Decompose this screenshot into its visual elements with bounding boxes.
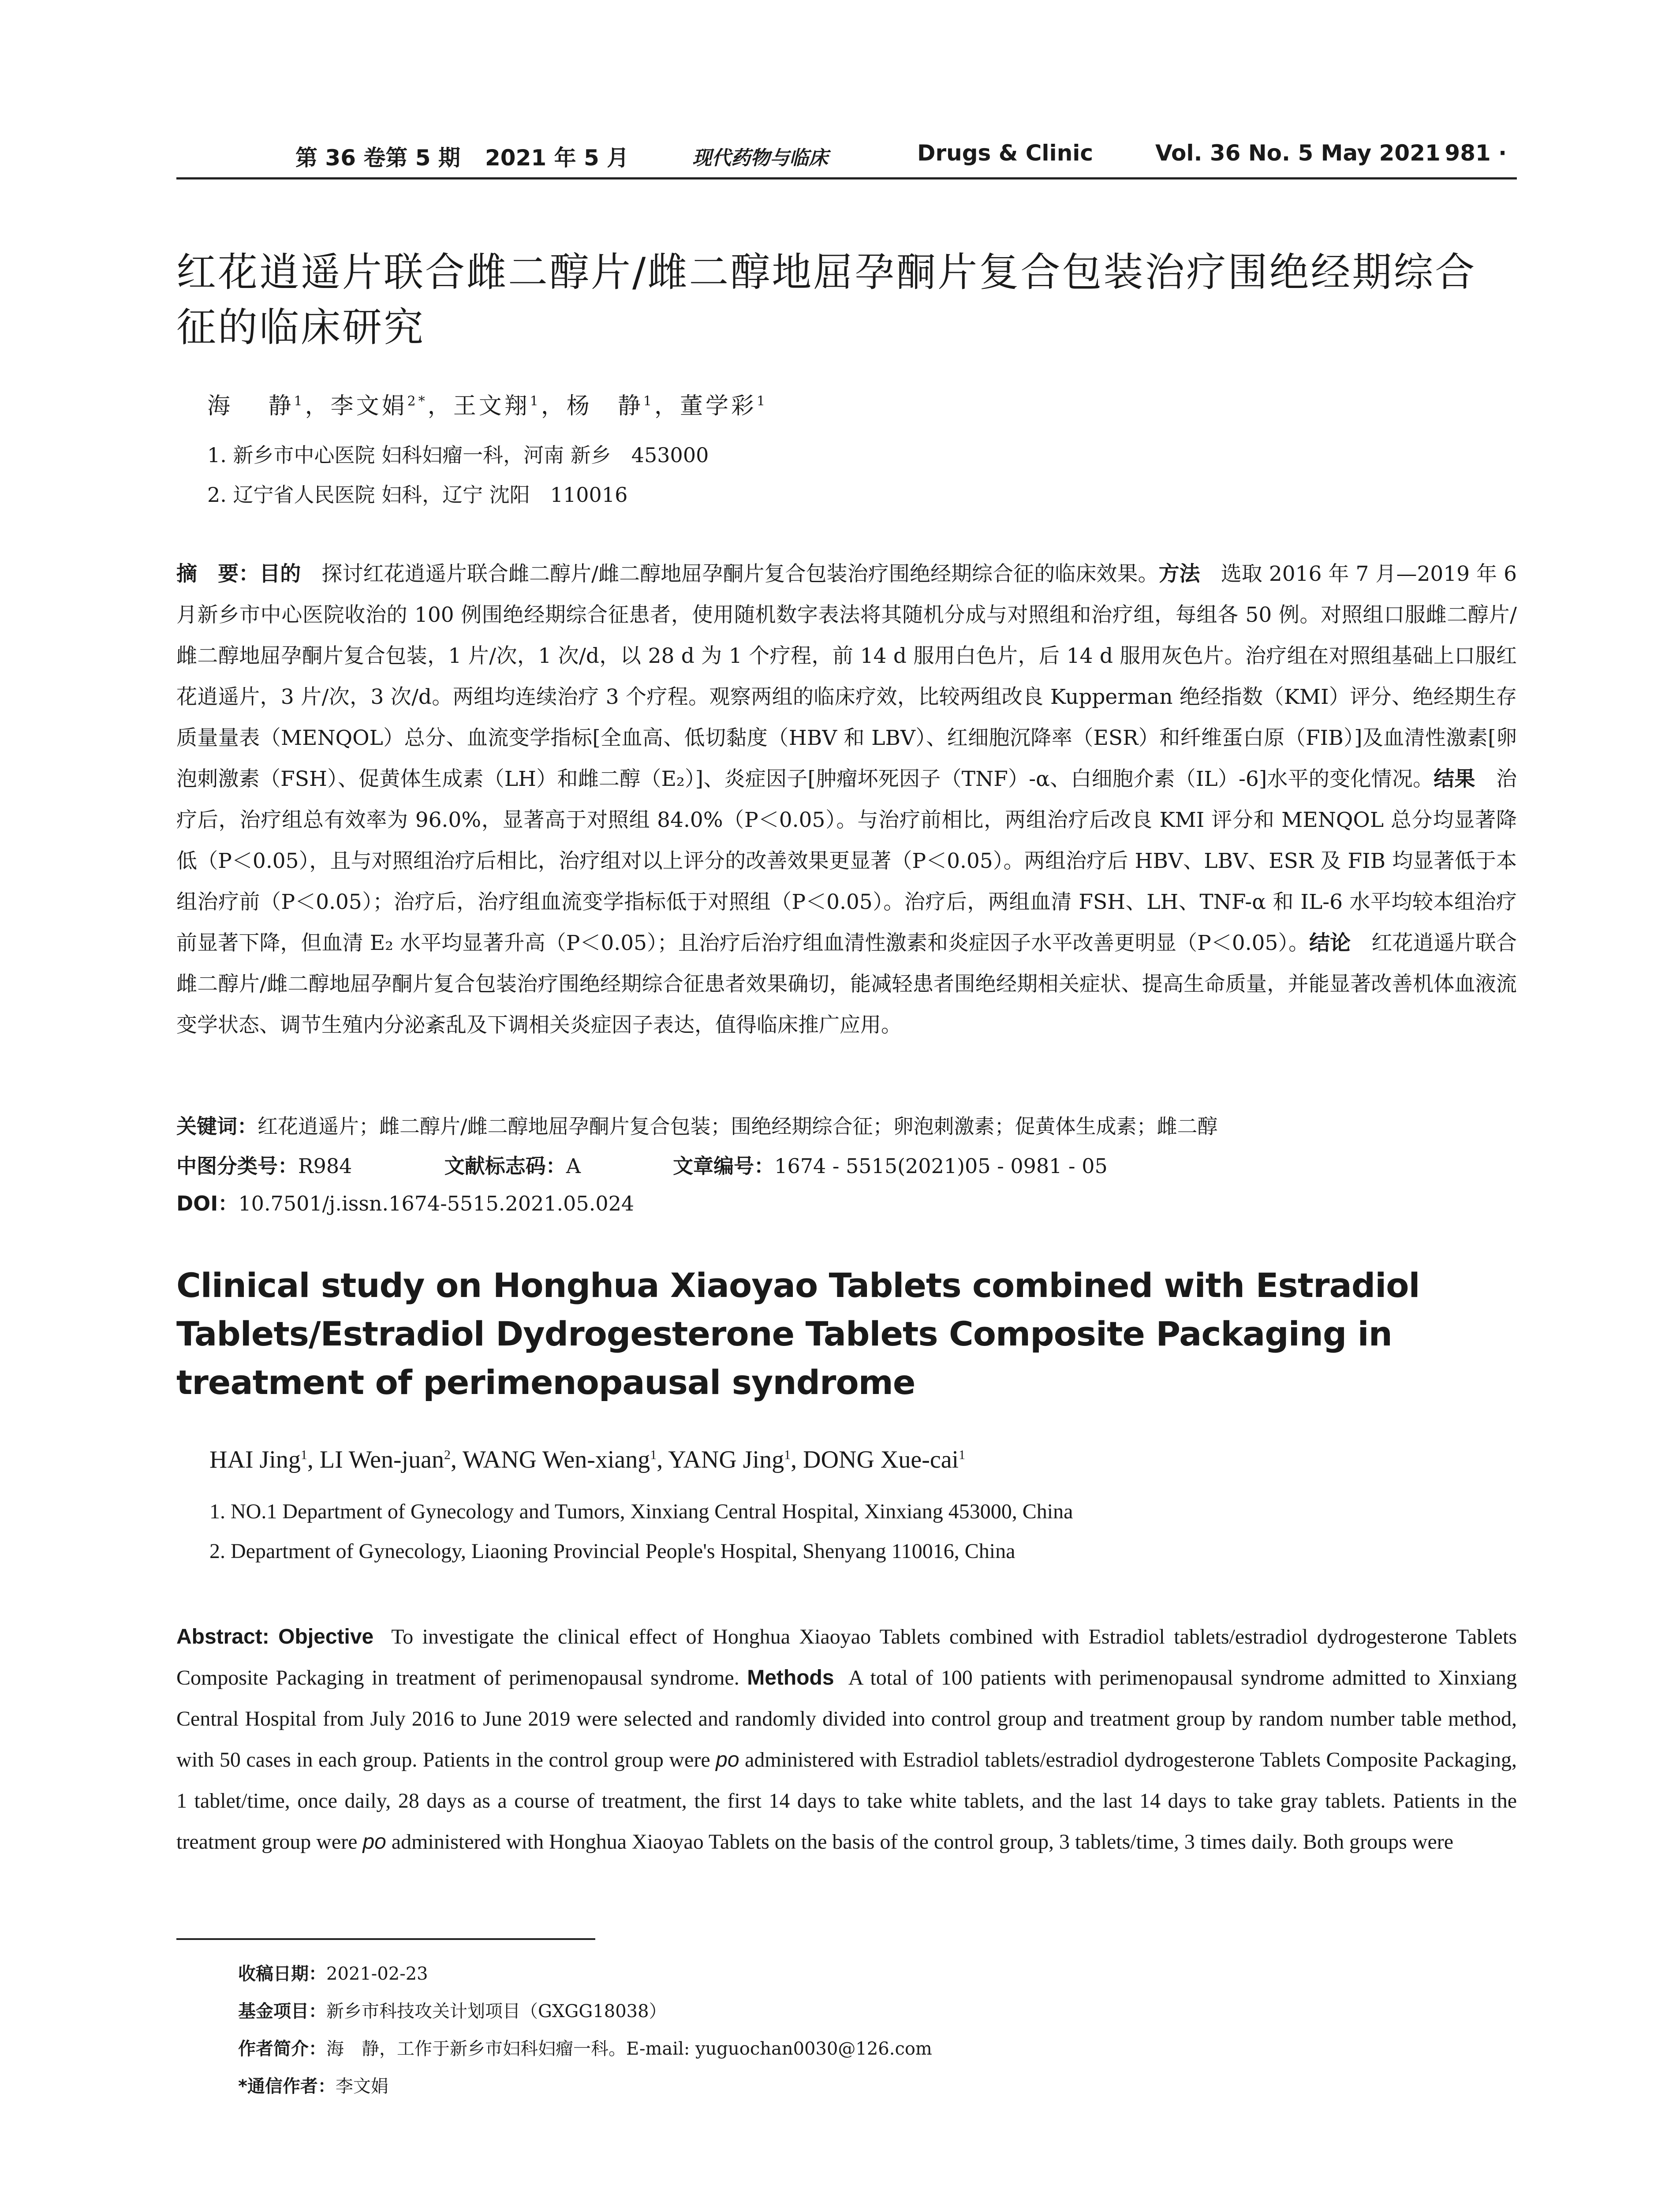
footnote-received [238,1960,428,1988]
corresponding-author: 李文娟 [335,2076,388,2097]
article-title-en: Clinical study on Honghua Xiaoyao Tablets combined with Estradiol Tablets/Estradiol Dydrogesterone Tablets Composite Packaging in treatment of perimenopausal syndrome [176,1266,1420,1402]
header-date-cn: 2021 年 5 月 [485,145,629,171]
clc-value: R984 [298,1154,352,1178]
methods-text-en-1: A total of 100 patients with perimenopausal syndrome admitted to Xinxiang Central Hospital from July 2016 to June 2019 were selected and randomly divided into control group and treatment group by random number table method, with 50 cases in each group. Patients in the control group were [176,1666,1517,1771]
methods-text-en-2: administered with Estradiol tablets/estradiol dydrogesterone Tablets Composite Packaging, 1 tablet/time, once daily, 28 days as a course of treatment, the first 14 days to take white tablets, and the last 14 days to take gray tablets. Patients in the treatment group were [176,1748,1517,1854]
author-3-cn: 王文翔 [453,393,530,419]
article-number-label: 文章编号： [673,1154,775,1178]
affiliation-1-cn: 1. 新乡市中心医院 妇科妇瘤一科，河南 新乡 453000 [207,443,709,467]
header-issue-cn: 第 36 卷第 5 期 [295,145,460,171]
affiliation-2-en: 2. Department of Gynecology, Liaoning Provincial People's Hospital, Shenyang 110016, China [209,1540,1015,1563]
methods-text-en-3: administered with Honghua Xiaoyao Tablets on the basis of the control group, 3 tablets/time, 3 times daily. Both groups were [391,1830,1454,1854]
methods-label-cn: 方法 [1158,562,1200,586]
doc-code-value: A [566,1154,581,1178]
abstract-en [176,1616,1517,1862]
author-3-en: WANG Wen-xiang [463,1446,650,1473]
author-2-en: LI Wen-juan [319,1446,444,1473]
objective-text-cn: 探讨红花逍遥片联合雌二醇片/雌二醇地屈孕酮片复合包装治疗围绝经期综合征的临床效果。 [321,562,1159,586]
authors-cn: 海 静$^1$，李文娟$^{2*}$，王文翔$^1$，杨 静$^1$，董学彩$^1$ [207,393,768,419]
header-rule [176,177,1517,179]
abstract-label-cn: 摘 要： [176,562,260,586]
objective-label-en: Objective [278,1625,374,1648]
keywords-label-cn: 关键词： [176,1114,258,1138]
keywords-cn [176,1111,1517,1141]
article-number-value: 1674 - 5515(2021)05 - 0981 - 05 [774,1154,1108,1178]
header-journal-cn: 现代药物与临床 [692,147,828,169]
footnote-corresponding [238,2073,388,2100]
results-text-cn: 治疗后，治疗组总有效率为 96.0%，显著高于对照组 84.0%（P＜0.05）。与治疗前相比，两组治疗后改良 KMI 评分和 MENQOL 总分均显著降低（P＜0.05），且与对照组治疗后相比，治疗组对以上评分的改善效果更显著（P＜0.05）。两组治疗后 HBV、LBV、ESR 及 FIB 均显著低于本组治疗前（P＜0.05）；治疗后，治疗组血流变学指标低于对照组（P＜0.05）。治疗后，两组血清 FSH、LH、TNF-α 和 IL-6 水平均较本组治疗前显著下降，但血清 E₂ 水平均显著升高（P＜0.05）；且治疗后治疗组血清性激素和炎症因子水平改善更明显（P＜0.05）。 [176,767,1517,955]
objective-text-en: To investigate the clinical effect of Honghua Xiaoyao Tablets combined with Estradiol tablets/estradiol dydrogesterone Tablets Composite Packaging in treatment of perimenopausal syndrome. [176,1625,1517,1689]
author-4-cn: 杨 静 [566,393,643,419]
fund-label: 基金项目： [238,2001,326,2022]
received-date: 2021-02-23 [326,1964,428,1984]
footnote-author-bio [238,2035,932,2063]
classification-line [176,1151,1517,1181]
clc-label: 中图分类号： [176,1154,298,1178]
article-title-cn: 红花逍遥片联合雌二醇片/雌二醇地屈孕酮片复合包装治疗围绝经期综合征的临床研究 [176,249,1477,351]
header-issue-en: Vol. 36 No. 5 May 2021 [1155,140,1441,166]
doi-label: DOI： [176,1192,239,1215]
footnote-rule [176,1938,595,1940]
header-journal-en: Drugs & Clinic [917,140,1094,166]
author-2-cn: 李文娟 [330,393,407,419]
author-1-en: HAI Jing [209,1446,301,1473]
affiliation-2-cn: 2. 辽宁省人民医院 妇科，辽宁 沈阳 110016 [207,483,628,507]
methods-text-cn: 选取 2016 年 7 月—2019 年 6 月新乡市中心医院收治的 100 例围绝经期综合征患者，使用随机数字表法将其随机分成与对照组和治疗组，每组各 50 例。对照组口服雌二醇片/雌二醇地屈孕酮片复合包装，1 片/次，1 次/d，以 28 d 为 1 个疗程，前 14 d 服用白色片，后 14 d 服用灰色片。治疗组在对照组基础上口服红花逍遥片，3 片/次，3 次/d。两组均连续治疗 3 个疗程。观察两组的临床疗效，比较两组改良 Kupperman 绝经指数（KMI）评分、绝经期生存质量量表（MENQOL）总分、血流变学指标[全血高、低切黏度（HBV 和 LBV）、红细胞沉降率（ESR）和纤维蛋白原（FIB）]及血清性激素[卵泡刺激素（FSH）、促黄体生成素（LH）和雌二醇（E₂）]、炎症因子[肿瘤坏死因子（TNF）-α、白细胞介素（IL）-6]水平的变化情况。 [176,562,1517,791]
author-1-cn: 海 静 [207,393,294,419]
doi-value[interactable]: 10.7501/j.issn.1674-5515.2021.05.024 [238,1192,635,1215]
bio-label: 作者简介： [238,2039,326,2059]
fund-text: 新乡市科技攻关计划项目（GXGG18038） [326,2001,667,2022]
po-abbrev-2: po [362,1830,386,1854]
corresponding-label: *通信作者： [238,2076,336,2097]
conclusion-text-cn: 红花逍遥片联合雌二醇片/雌二醇地屈孕酮片复合包装治疗围绝经期综合征患者效果确切，能减轻患者围绝经期相关症状、提高生命质量，并能显著改善机体血液流变学状态、调节生殖内分泌紊乱及下调相关炎症因子表达，值得临床推广应用。 [176,931,1517,1037]
abstract-cn [176,553,1517,1046]
received-label: 收稿日期： [238,1964,326,1984]
results-label-cn: 结果 [1434,767,1475,791]
bio-text: 海 静，工作于新乡市妇科妇瘤一科。E-mail: yuguochan0030@126.com [326,2039,932,2059]
doi-line [176,1188,1517,1218]
author-4-en: YANG Jing [668,1446,784,1473]
objective-label-cn: 目的 [259,562,301,586]
authors-en: HAI Jing$^1$, LI Wen-juan$^2$, WANG Wen-xiang$^1$, YANG Jing$^1$, DONG Xue-cai$^1$ [209,1446,966,1473]
affiliation-1-en: 1. NO.1 Department of Gynecology and Tumors, Xinxiang Central Hospital, Xinxiang 453000, China [209,1500,1073,1523]
conclusion-label-cn: 结论 [1309,931,1351,955]
methods-label-en: Methods [747,1666,834,1689]
keywords-text-cn: 红花逍遥片；雌二醇片/雌二醇地屈孕酮片复合包装；围绝经期综合征；卵泡刺激素；促黄体生成素；雌二醇 [258,1114,1218,1138]
header-page-number: · 981 · [1429,140,1507,166]
footnote-fund [238,1998,667,2025]
abstract-label-en: Abstract: [176,1625,269,1648]
po-abbrev-1: po [716,1748,739,1771]
running-header [176,140,1517,180]
author-5-cn: 董学彩 [680,393,757,419]
doc-code-label: 文献标志码： [444,1154,566,1178]
author-5-en: DONG Xue-cai [803,1446,959,1473]
